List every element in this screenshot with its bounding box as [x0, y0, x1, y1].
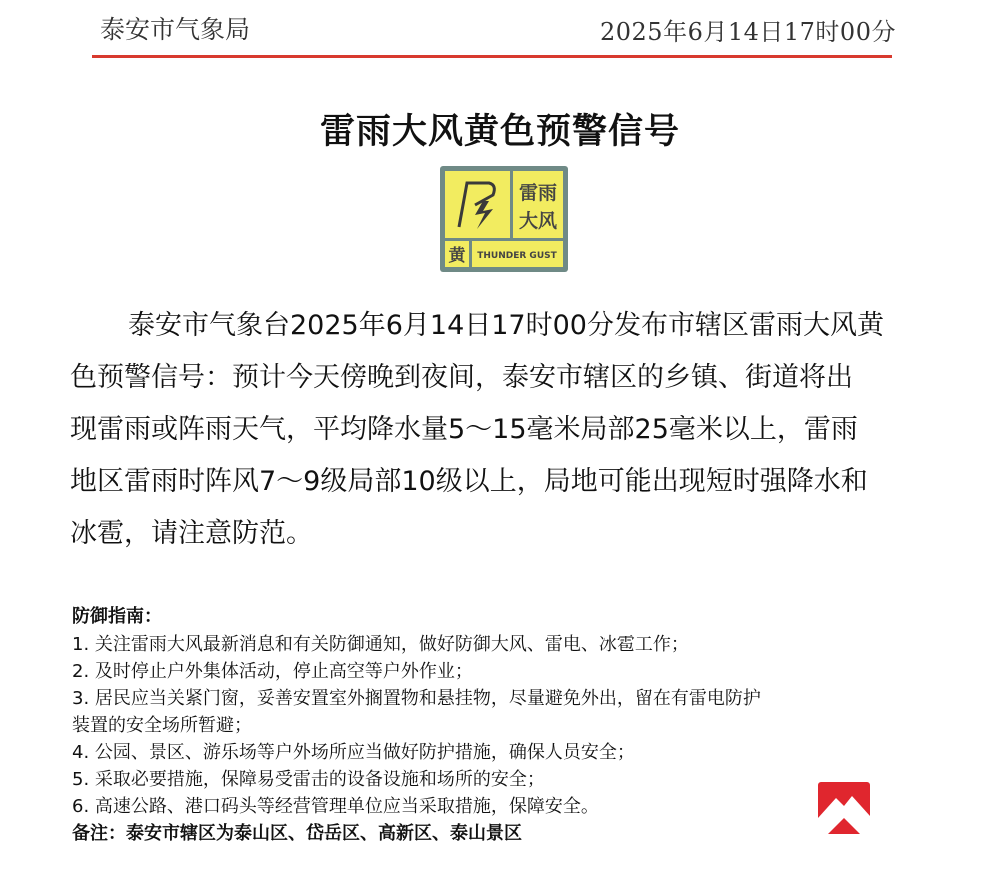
guide-item: 3. 居民应当关紧门窗，妥善安置室外搁置物和悬挂物，尽量避免外出，留在有雷电防护 [72, 688, 761, 709]
guide-item: 6. 高速公路、港口码头等经营管理单位应当采取措施，保障安全。 [72, 796, 599, 817]
guide-note: 备注：泰安市辖区为泰山区、岱岳区、高新区、泰山景区 [72, 823, 522, 844]
header-red-rule [92, 55, 892, 58]
document-header [0, 0, 1000, 62]
icon-chars-bottom: 大风 [518, 210, 558, 232]
warning-body [70, 300, 930, 560]
guide-title: 防御指南： [72, 606, 162, 627]
agency-name: 泰安市气象局 [100, 15, 251, 44]
guide-item: 2. 及时停止户外集体活动，停止高空等户外作业； [72, 661, 473, 682]
icon-chars-top: 雷雨 [518, 182, 558, 204]
guide-item: 1. 关注雷雨大风最新消息和有关防御通知，做好防御大风、雷电、冰雹工作； [72, 634, 689, 655]
lightning-symbol-icon [445, 171, 510, 238]
icon-english-text: THUNDER GUST [477, 251, 557, 261]
watermark-logo-icon [818, 782, 870, 834]
guide-item: 4. 公园、景区、游乐场等户外场所应当做好防护措施，确保人员安全； [72, 742, 635, 763]
warning-type-chars [513, 171, 563, 238]
icon-color-char: 黄 [448, 246, 466, 266]
thunder-gust-yellow-warning-icon [440, 166, 568, 272]
defense-guide [72, 603, 932, 848]
guide-item: 5. 采取必要措施，保障易受雷击的设备设施和场所的安全； [72, 769, 545, 790]
warning-color-char [445, 241, 469, 267]
guide-item: 装置的安全场所暂避； [72, 715, 252, 736]
body-line-2: 色预警信号：预计今天傍晚到夜间，泰安市辖区的乡镇、街道将出 [70, 362, 853, 393]
issue-datetime: 2025年6月14日17时00分 [600, 18, 896, 46]
body-line-5: 冰雹，请注意防范。 [70, 518, 313, 549]
warning-english-label [472, 241, 563, 267]
page-title: 雷雨大风黄色预警信号 [319, 111, 680, 152]
body-line-3: 现雷雨或阵雨天气，平均降水量5～15毫米局部25毫米以上，雷雨 [70, 414, 858, 445]
body-line-1: 泰安市气象台2025年6月14日17时00分发布市辖区雷雨大风黄 [128, 310, 884, 341]
body-line-4: 地区雷雨时阵风7～9级局部10级以上，局地可能出现短时强降水和 [70, 466, 868, 497]
